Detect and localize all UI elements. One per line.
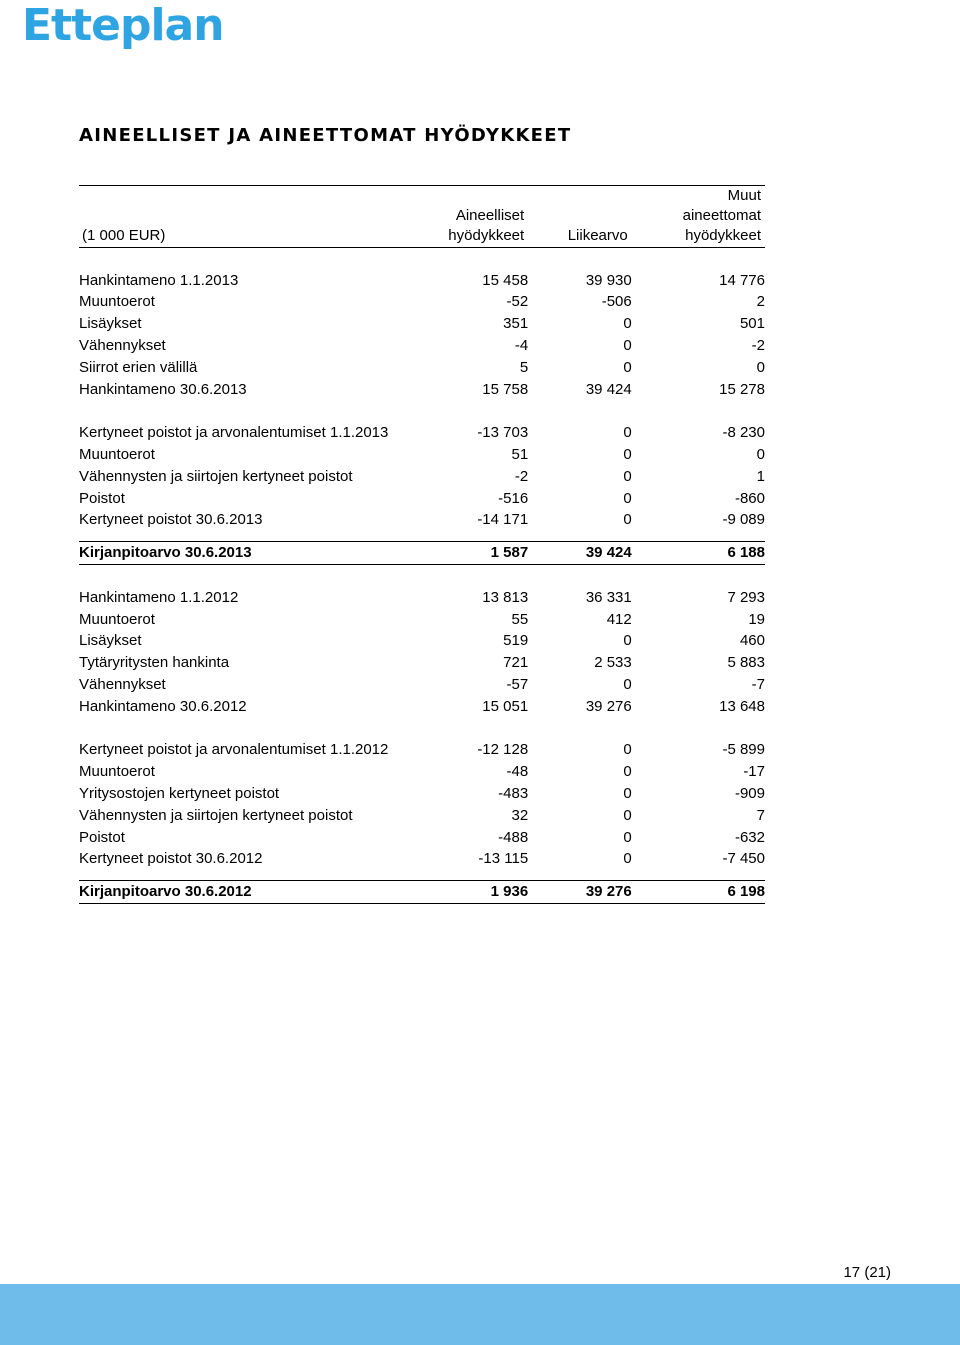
table-row bbox=[79, 609, 765, 631]
row-label: Poistot bbox=[79, 489, 125, 507]
value-tangible: -48 bbox=[506, 763, 529, 781]
value-other-intangible: 501 bbox=[739, 315, 765, 333]
spacer-row bbox=[79, 870, 765, 881]
value-tangible: 721 bbox=[503, 654, 529, 672]
value-goodwill: 0 bbox=[623, 358, 632, 376]
value-tangible: -488 bbox=[498, 828, 529, 846]
header-intangible-line3: hyödykkeet bbox=[685, 227, 761, 244]
blank-cell bbox=[79, 718, 765, 740]
value-other-intangible: 2 bbox=[756, 293, 765, 311]
header-intangible-line2: aineettomat bbox=[682, 207, 761, 224]
value-other-intangible: -9 089 bbox=[722, 511, 765, 529]
table-row bbox=[79, 805, 765, 827]
page-number: 17 (21) bbox=[843, 1264, 891, 1281]
value-other-intangible: 13 648 bbox=[719, 697, 765, 715]
header-intangible-line1: Muut bbox=[727, 187, 761, 204]
value-goodwill: 39 424 bbox=[528, 542, 632, 565]
value-other-intangible: 7 bbox=[756, 806, 765, 824]
value-tangible: -13 115 bbox=[478, 850, 529, 868]
value-tangible: 1 936 bbox=[399, 881, 528, 904]
value-goodwill: 0 bbox=[623, 337, 632, 355]
value-goodwill: 39 930 bbox=[585, 271, 632, 289]
spacer-row bbox=[79, 531, 765, 542]
row-label: Muuntoerot bbox=[79, 293, 155, 311]
row-label: Hankintameno 1.1.2012 bbox=[79, 588, 239, 606]
value-tangible: -516 bbox=[498, 489, 529, 507]
value-other-intangible: 0 bbox=[756, 358, 765, 376]
table-row bbox=[79, 357, 765, 379]
value-goodwill: -506 bbox=[601, 293, 632, 311]
table-row bbox=[79, 422, 765, 444]
table-row bbox=[79, 740, 765, 762]
value-tangible: -2 bbox=[514, 467, 529, 485]
table-row bbox=[79, 587, 765, 609]
total-row bbox=[79, 542, 765, 565]
table-row bbox=[79, 313, 765, 335]
value-tangible: 15 458 bbox=[482, 271, 529, 289]
row-label: Kertyneet poistot ja arvonalentumiset 1.1.2013 bbox=[79, 424, 389, 442]
table-row bbox=[79, 696, 765, 718]
blank-cell bbox=[79, 401, 765, 423]
value-other-intangible: 1 bbox=[756, 467, 765, 485]
row-label: Vähennysten ja siirtojen kertyneet poistot bbox=[79, 467, 353, 485]
row-label: Kirjanpitoarvo 30.6.2012 bbox=[79, 881, 399, 904]
value-goodwill: 0 bbox=[623, 511, 632, 529]
header-unit: (1 000 EUR) bbox=[79, 186, 399, 248]
table-row bbox=[79, 674, 765, 696]
row-label: Muuntoerot bbox=[79, 446, 155, 464]
table-row bbox=[79, 292, 765, 314]
header-tangible-assets bbox=[399, 186, 528, 248]
value-other-intangible: -8 230 bbox=[722, 424, 765, 442]
row-label: Kertyneet poistot 30.6.2013 bbox=[79, 511, 263, 529]
value-tangible: 15 051 bbox=[482, 697, 529, 715]
table-row bbox=[79, 652, 765, 674]
blank-row bbox=[79, 565, 765, 587]
value-other-intangible: 19 bbox=[748, 610, 765, 628]
value-other-intangible: -2 bbox=[751, 337, 765, 355]
value-goodwill: 0 bbox=[623, 315, 632, 333]
table-row bbox=[79, 270, 765, 292]
value-other-intangible: -7 bbox=[751, 676, 765, 694]
value-other-intangible: -632 bbox=[734, 828, 765, 846]
table-row bbox=[79, 783, 765, 805]
section-heading: AINEELLISET JA AINEETTOMAT HYÖDYKKEET bbox=[79, 125, 572, 146]
assets-table bbox=[79, 185, 765, 904]
table-body bbox=[79, 248, 765, 904]
header-tangible-line2: hyödykkeet bbox=[448, 227, 525, 244]
header-goodwill-line1: Liikearvo bbox=[567, 227, 628, 244]
table-row bbox=[79, 510, 765, 532]
header-tangible-line1: Aineelliset bbox=[455, 207, 525, 224]
value-goodwill: 0 bbox=[623, 850, 632, 868]
value-tangible: 51 bbox=[511, 446, 529, 464]
value-goodwill: 0 bbox=[623, 806, 632, 824]
value-goodwill: 39 276 bbox=[585, 697, 632, 715]
row-label: Hankintameno 30.6.2012 bbox=[79, 697, 247, 715]
row-label: Yritysostojen kertyneet poistot bbox=[79, 785, 280, 803]
value-other-intangible: -17 bbox=[743, 763, 765, 781]
value-goodwill: 0 bbox=[623, 676, 632, 694]
value-goodwill: 0 bbox=[623, 446, 632, 464]
table-row bbox=[79, 827, 765, 849]
row-label: Hankintameno 1.1.2013 bbox=[79, 271, 239, 289]
value-goodwill: 39 276 bbox=[528, 881, 632, 904]
table-header-row bbox=[79, 186, 765, 248]
value-goodwill: 0 bbox=[623, 489, 632, 507]
row-label: Muuntoerot bbox=[79, 763, 155, 781]
table-row bbox=[79, 761, 765, 783]
footer-band bbox=[0, 1284, 960, 1345]
row-label: Vähennykset bbox=[79, 337, 166, 355]
value-tangible: -4 bbox=[514, 337, 529, 355]
value-other-intangible: 0 bbox=[756, 446, 765, 464]
value-tangible: 55 bbox=[511, 610, 529, 628]
row-label: Lisäykset bbox=[79, 632, 142, 650]
table-row bbox=[79, 379, 765, 401]
table-row bbox=[79, 466, 765, 488]
value-tangible: -52 bbox=[506, 293, 529, 311]
header-goodwill bbox=[528, 186, 632, 248]
value-goodwill: 2 533 bbox=[594, 654, 632, 672]
value-other-intangible: 6 198 bbox=[632, 881, 765, 904]
row-label: Muuntoerot bbox=[79, 610, 155, 628]
row-label: Poistot bbox=[79, 828, 125, 846]
value-other-intangible: 15 278 bbox=[719, 380, 765, 398]
etteplan-logo: Etteplan bbox=[22, 0, 224, 51]
value-tangible: 5 bbox=[519, 358, 529, 376]
value-goodwill: 0 bbox=[623, 424, 632, 442]
value-tangible: 519 bbox=[503, 632, 529, 650]
table-row bbox=[79, 335, 765, 357]
blank-cell bbox=[79, 870, 765, 881]
value-goodwill: 36 331 bbox=[585, 588, 632, 606]
blank-cell bbox=[79, 565, 765, 587]
value-goodwill: 0 bbox=[623, 741, 632, 759]
value-other-intangible: 6 188 bbox=[632, 542, 765, 565]
row-label: Siirrot erien välillä bbox=[79, 358, 198, 376]
row-label: Lisäykset bbox=[79, 315, 142, 333]
table-row bbox=[79, 849, 765, 871]
value-goodwill: 0 bbox=[623, 828, 632, 846]
blank-row bbox=[79, 718, 765, 740]
table-row bbox=[79, 631, 765, 653]
value-goodwill: 0 bbox=[623, 467, 632, 485]
total-row bbox=[79, 881, 765, 904]
value-other-intangible: 7 293 bbox=[727, 588, 765, 606]
value-goodwill: 0 bbox=[623, 632, 632, 650]
header-other-intangible bbox=[632, 186, 765, 248]
blank-cell bbox=[79, 531, 765, 542]
value-goodwill: 0 bbox=[623, 785, 632, 803]
value-tangible: -12 128 bbox=[477, 741, 529, 759]
value-tangible: 13 813 bbox=[482, 588, 529, 606]
value-other-intangible: 14 776 bbox=[719, 271, 765, 289]
row-label: Hankintameno 30.6.2013 bbox=[79, 380, 247, 398]
value-other-intangible: -7 450 bbox=[722, 850, 765, 868]
value-other-intangible: -909 bbox=[734, 785, 765, 803]
value-tangible: -57 bbox=[506, 676, 529, 694]
row-label: Kirjanpitoarvo 30.6.2013 bbox=[79, 542, 399, 565]
value-other-intangible: 460 bbox=[739, 632, 765, 650]
value-other-intangible: -860 bbox=[734, 489, 765, 507]
blank-cell bbox=[79, 248, 765, 270]
row-label: Tytäryritysten hankinta bbox=[79, 654, 230, 672]
value-tangible: -13 703 bbox=[477, 424, 529, 442]
value-goodwill: 0 bbox=[623, 763, 632, 781]
blank-row bbox=[79, 248, 765, 270]
value-goodwill: 412 bbox=[606, 610, 632, 628]
value-goodwill: 39 424 bbox=[585, 380, 632, 398]
table-row bbox=[79, 444, 765, 466]
value-tangible: 32 bbox=[511, 806, 529, 824]
value-tangible: 1 587 bbox=[399, 542, 528, 565]
blank-row bbox=[79, 401, 765, 423]
row-label: Vähennykset bbox=[79, 676, 166, 694]
value-other-intangible: -5 899 bbox=[722, 741, 765, 759]
row-label: Kertyneet poistot ja arvonalentumiset 1.1.2012 bbox=[79, 741, 389, 759]
value-tangible: -14 171 bbox=[477, 511, 529, 529]
value-other-intangible: 5 883 bbox=[727, 654, 765, 672]
value-tangible: 15 758 bbox=[482, 380, 529, 398]
row-label: Vähennysten ja siirtojen kertyneet poistot bbox=[79, 806, 353, 824]
value-tangible: -483 bbox=[498, 785, 529, 803]
value-tangible: 351 bbox=[503, 315, 529, 333]
row-label: Kertyneet poistot 30.6.2012 bbox=[79, 850, 263, 868]
table-row bbox=[79, 488, 765, 510]
